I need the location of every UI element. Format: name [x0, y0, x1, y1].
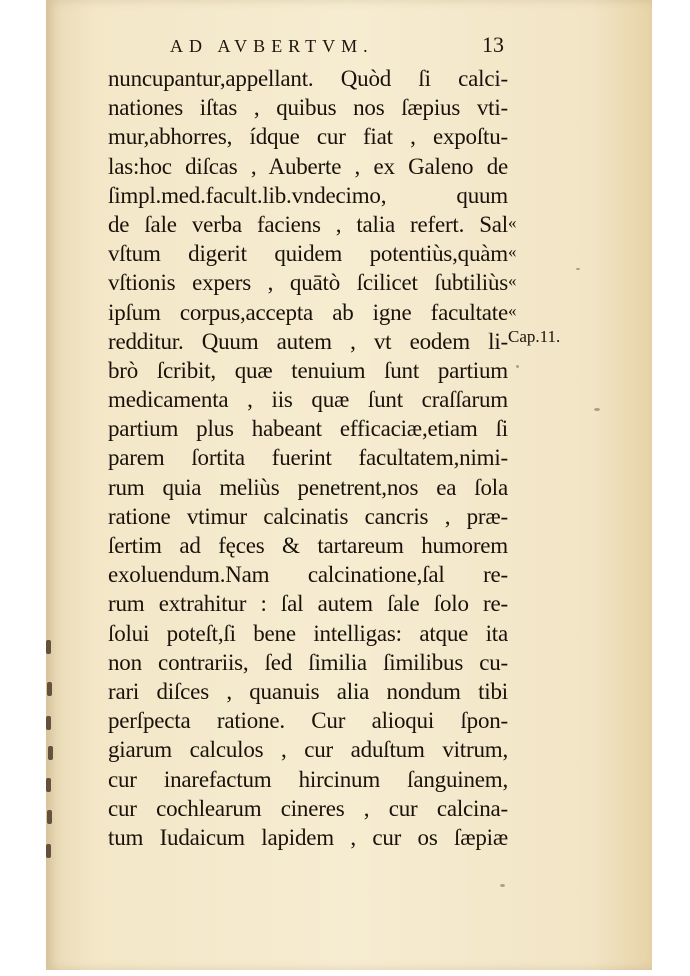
page-number: 13	[482, 32, 504, 57]
quotation-marks-margin	[508, 208, 538, 325]
gutter-bleed-through	[46, 620, 60, 870]
quote-mark: «	[508, 242, 517, 262]
paper-speck	[516, 365, 519, 368]
text-line: non contrariis, ſed ſimilia ſimilibus cu-	[108, 649, 508, 675]
text-line: cur cochlearum cineres , cur calcina-	[108, 795, 508, 821]
text-line: ſolui poteſt,ſi bene intelligas: atque ita	[108, 620, 508, 646]
text-line: las:hoc diſcas , Auberte , ex Galeno de	[108, 153, 508, 179]
text-line: ratione vtimur calcinatis cancris , præ-	[108, 503, 508, 529]
paper-speck	[576, 268, 580, 270]
quote-mark: «	[508, 213, 517, 232]
text-line: vſtionis expers , quātò ſcilicet ſubtiliùs	[108, 270, 508, 296]
text-line: giarum calculos , cur aduſtum vitrum,	[108, 737, 508, 763]
text-line: rum quia meliùs penetrent,nos ea ſola	[108, 474, 508, 500]
text-line: vſtum digerit quidem potentiùs,quàm	[108, 241, 508, 267]
margin-note: Cap.11.	[508, 327, 561, 346]
text-line: redditur. Quum autem , vt eodem li-	[108, 328, 508, 354]
body-text	[108, 64, 508, 852]
text-line: mur,abhorres, ídque cur fiat , expoſtu-	[108, 124, 508, 150]
quote-mark: «	[508, 271, 517, 291]
text-line: rum extrahitur : ſal autem ſale ſolo re-	[108, 591, 508, 617]
quote-mark: «	[508, 300, 517, 320]
text-line: nationes iſtas , quibus nos ſæpius vti-	[108, 95, 508, 121]
text-line: medicamenta , iis quæ ſunt craſſarum	[108, 387, 508, 413]
text-line: rari diſces , quanuis alia nondum tibi	[108, 678, 508, 704]
text-line: ipſum corpus,accepta ab igne facultate	[108, 299, 508, 325]
text-line: nuncupantur,appellant. Quòd ſi calci-	[108, 66, 508, 91]
text-line: tum Iudaicum lapidem , cur os ſæpiæ	[108, 824, 508, 850]
text-line: brò ſcribit, quæ tenuium ſunt partium	[108, 357, 508, 383]
running-head: AD AVBERTVM.	[170, 36, 374, 56]
paper-speck	[594, 408, 600, 411]
text-line: cur inarefactum hircinum ſanguinem,	[108, 766, 508, 792]
text-line: exoluendum.Nam calcinatione,ſal re-	[108, 562, 508, 588]
text-line: ſertim ad fęces & tartareum humorem	[108, 533, 508, 558]
text-line: parem ſortita fuerint facultatem,nimi-	[108, 445, 508, 471]
text-line: de ſale verba faciens , talia refert. Sal	[108, 211, 508, 237]
text-line: partium plus habeant efficaciæ,etiam ſi	[108, 416, 508, 442]
text-line: ſimpl.med.facult.lib.vndecimo, quum	[108, 182, 508, 208]
paper-speck	[500, 884, 505, 887]
text-line: perſpecta ratione. Cur alioqui ſpon-	[108, 708, 508, 734]
